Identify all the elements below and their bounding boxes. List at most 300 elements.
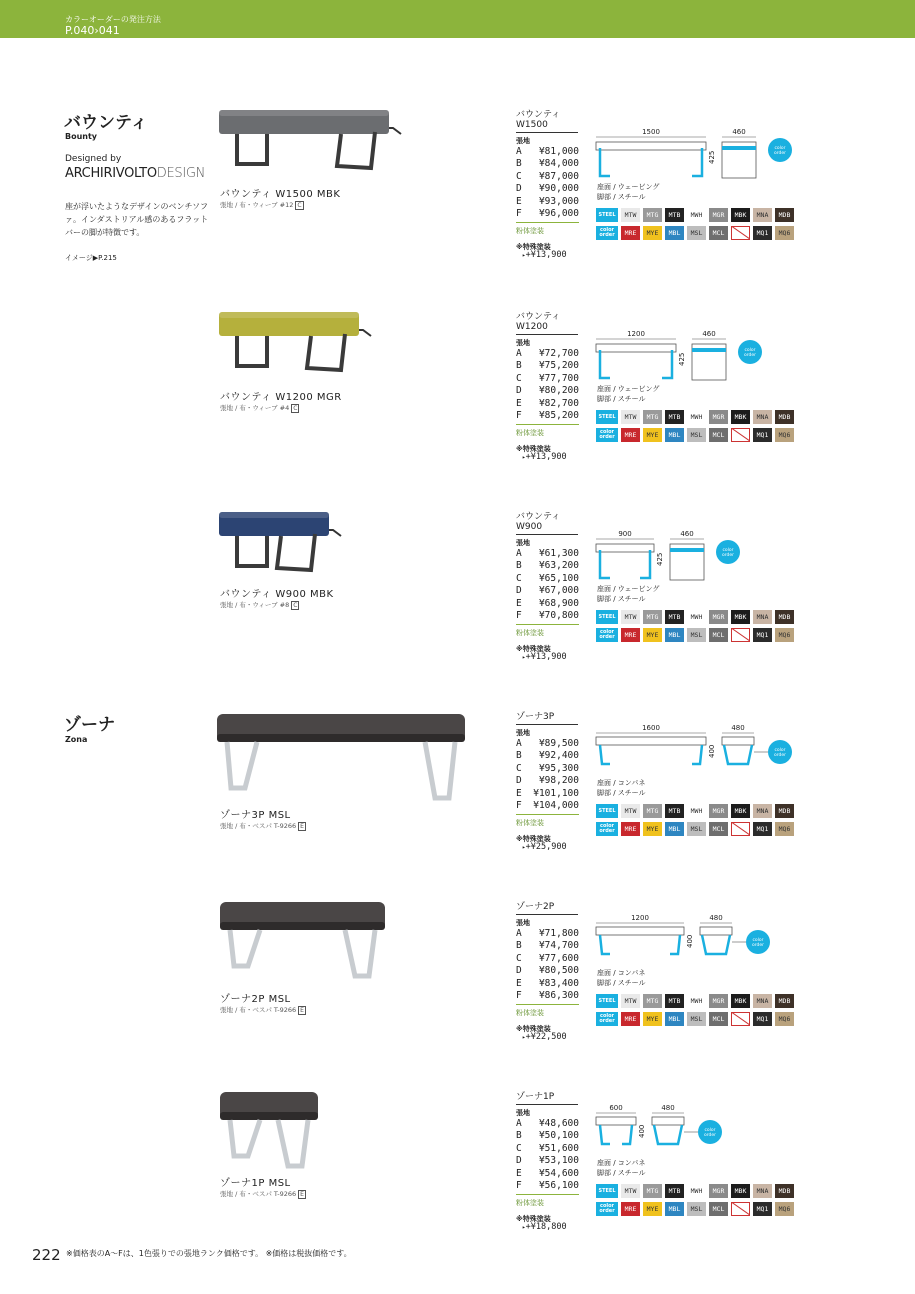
model-name: バウンティ W1500: [516, 110, 578, 133]
color-swatch-mbl[interactable]: MBL: [665, 226, 684, 240]
hari-label: 張地: [516, 137, 530, 145]
price-rank: E: [516, 195, 522, 207]
dim-depth: 460: [732, 128, 746, 136]
color-swatch-mbl[interactable]: MBL: [665, 428, 684, 442]
color-swatch-mbk[interactable]: MBK: [731, 610, 750, 624]
price-row: [516, 158, 579, 170]
swatch-row: [596, 804, 797, 818]
swatch-row-label: color order: [596, 1202, 618, 1216]
color-swatch-mye[interactable]: MYE: [643, 1012, 662, 1026]
leg-material: 脚部 / スチール: [597, 595, 646, 603]
color-swatch-unavailable[interactable]: [731, 1202, 750, 1216]
color-swatch-mtg[interactable]: MTG: [643, 994, 662, 1008]
color-swatch-mcl[interactable]: MCL: [709, 1012, 728, 1026]
color-swatch-mtg[interactable]: MTG: [643, 208, 662, 222]
price-table: [516, 1118, 579, 1192]
swatch-row: [596, 1202, 797, 1216]
powder-coat-label: 粉体塗装: [516, 222, 579, 236]
price-rank: A: [516, 146, 522, 157]
color-swatch-mre[interactable]: MRE: [621, 822, 640, 836]
designer-logo: ARCHIRIVOLTODESIGN: [65, 166, 206, 181]
price-value: ¥61,300: [538, 548, 579, 559]
seat-material: 座面 / コンパネ: [597, 969, 646, 977]
product-caption-name: ゾーナ3P MSL: [220, 810, 291, 821]
price-row: [516, 208, 579, 220]
price-row: [516, 1130, 579, 1142]
price-value: ¥70,800: [538, 609, 579, 621]
price-value: ¥53,100: [538, 1155, 579, 1167]
color-swatch-mq6[interactable]: MQ6: [775, 428, 794, 442]
color-swatch-mcl[interactable]: MCL: [709, 428, 728, 442]
color-swatch-mq1[interactable]: MQ1: [753, 226, 772, 240]
price-rank: F: [516, 207, 522, 219]
color-swatch-mbl[interactable]: MBL: [665, 628, 684, 642]
price-rank: D: [516, 183, 522, 195]
color-swatch-mtw[interactable]: MTW: [621, 208, 640, 222]
leg-material: 脚部 / スチール: [597, 193, 646, 201]
seat-material: 座面 / ウェービング: [597, 385, 660, 393]
dim-width: 900: [618, 530, 632, 538]
color-swatch-mna[interactable]: MNA: [753, 410, 772, 424]
product-spec: [516, 110, 896, 270]
leg-material: 脚部 / スチール: [597, 979, 646, 987]
bounty-description: 座が浮いたようなデザインのベンチソファ。インダストリアル感のあるフラットバーの脚が特徴です。: [65, 202, 209, 237]
color-swatch-mbl[interactable]: MBL: [665, 1012, 684, 1026]
svg-text:order: order: [774, 753, 786, 758]
color-swatch-unavailable[interactable]: [731, 428, 750, 442]
price-row: [516, 1168, 579, 1180]
color-swatches: [596, 610, 797, 646]
price-row: [516, 1180, 579, 1192]
price-rank: D: [516, 775, 522, 787]
product-spec: [516, 902, 896, 1062]
price-rank: E: [516, 597, 522, 609]
diagram-wrap: [594, 126, 794, 186]
price-row: [516, 585, 579, 597]
swatch-row: [596, 1184, 797, 1198]
price-rank: D: [516, 385, 522, 397]
material-spec: [597, 778, 646, 798]
color-swatch-msl[interactable]: MSL: [687, 822, 706, 836]
price-rank: F: [516, 1179, 522, 1191]
color-swatch-mtg[interactable]: MTG: [643, 610, 662, 624]
color-swatch-mbk[interactable]: MBK: [731, 804, 750, 818]
color-swatch-unavailable[interactable]: [731, 226, 750, 240]
price-rank: B: [516, 560, 522, 572]
swatch-row-label: color order: [596, 1012, 618, 1026]
color-swatch-mye[interactable]: MYE: [643, 1202, 662, 1216]
color-swatch-unavailable[interactable]: [731, 1012, 750, 1026]
dimension-diagram: [594, 722, 804, 782]
model-name: ゾーナ1P: [516, 1092, 578, 1105]
color-swatch-mq1[interactable]: MQ1: [753, 428, 772, 442]
special-coat-price: ▸ +¥25,900: [522, 842, 567, 852]
color-swatch-mna[interactable]: MNA: [753, 610, 772, 624]
price-value: ¥75,200: [538, 360, 579, 372]
color-swatch-mgr[interactable]: MGR: [709, 804, 728, 818]
product-photo: [215, 510, 355, 584]
product-photo: [215, 310, 385, 384]
color-swatch-mtg[interactable]: MTG: [643, 410, 662, 424]
color-swatch-mcl[interactable]: MCL: [709, 1202, 728, 1216]
color-swatch-mtg[interactable]: MTG: [643, 1184, 662, 1198]
dim-height: 400: [638, 1124, 646, 1138]
price-rank: A: [516, 348, 522, 359]
price-row: [516, 940, 579, 952]
leg-material: 脚部 / スチール: [597, 1169, 646, 1177]
product-photo-svg: [215, 108, 415, 178]
dim-depth: 460: [702, 330, 716, 338]
model-name: バウンティ W1200: [516, 312, 578, 335]
fabric-rank-badge: C: [293, 602, 298, 609]
price-row: [516, 348, 579, 360]
color-swatch-mre[interactable]: MRE: [621, 428, 640, 442]
price-value: ¥77,600: [538, 952, 579, 964]
price-rank: B: [516, 750, 522, 762]
price-rank: A: [516, 928, 522, 939]
powder-coat-label: 粉体塗装: [516, 1004, 579, 1018]
price-row: [516, 990, 579, 1002]
price-value: ¥54,600: [538, 1167, 579, 1179]
price-rank: F: [516, 799, 522, 811]
price-row: [516, 965, 579, 977]
price-table: [516, 738, 579, 812]
color-swatch-mcl[interactable]: MCL: [709, 226, 728, 240]
price-row: [516, 750, 579, 762]
product-spec: [516, 712, 896, 872]
color-swatch-msl[interactable]: MSL: [687, 1202, 706, 1216]
seat-material: 座面 / コンパネ: [597, 1159, 646, 1167]
color-swatch-mre[interactable]: MRE: [621, 628, 640, 642]
price-value: ¥80,500: [538, 965, 579, 977]
color-swatch-mbk[interactable]: MBK: [731, 994, 750, 1008]
zona-title: ゾーナ: [64, 715, 115, 735]
swatch-row: [596, 628, 797, 642]
price-rank: E: [516, 397, 522, 409]
zona-subtitle: Zona: [65, 735, 88, 744]
color-swatch-mtb[interactable]: MTB: [665, 1184, 684, 1198]
dimension-diagram: [594, 528, 804, 588]
hari-label: 張地: [516, 339, 530, 347]
dim-depth: 480: [731, 724, 745, 732]
swatch-row: [596, 822, 797, 836]
color-swatches: [596, 410, 797, 446]
price-row: [516, 738, 579, 750]
price-rank: C: [516, 372, 522, 384]
product-caption-name: バウンティ W1200 MGR: [220, 392, 342, 403]
color-swatch-mtg[interactable]: MTG: [643, 804, 662, 818]
dim-width: 600: [609, 1104, 623, 1112]
color-swatch-mna[interactable]: MNA: [753, 804, 772, 818]
color-swatch-mwh[interactable]: MWH: [687, 1184, 706, 1198]
color-swatch-mcl[interactable]: MCL: [709, 628, 728, 642]
swatch-row-label: STEEL: [596, 610, 618, 624]
price-footnote: ※価格表のA〜Fは、1色張りでの張地ランク価格です。 ※価格は税抜価格です。: [66, 1249, 352, 1258]
color-swatch-mq1[interactable]: MQ1: [753, 1012, 772, 1026]
color-swatch-mna[interactable]: MNA: [753, 1184, 772, 1198]
product-photo-svg: [215, 900, 392, 980]
price-row: [516, 978, 579, 990]
color-swatches: [596, 208, 797, 244]
price-rank: E: [516, 787, 522, 799]
color-swatch-mbk[interactable]: MBK: [731, 208, 750, 222]
price-value: ¥92,400: [538, 750, 579, 762]
product-caption-name: ゾーナ2P MSL: [220, 994, 291, 1005]
product-caption-material: [220, 821, 306, 831]
price-row: [516, 788, 579, 800]
color-swatch-mye[interactable]: MYE: [643, 628, 662, 642]
price-row: [516, 763, 579, 775]
color-swatch-mq1[interactable]: MQ1: [753, 628, 772, 642]
fabric-rank-badge: C: [297, 202, 302, 209]
price-row: [516, 775, 579, 787]
fabric-rank-badge: E: [300, 823, 304, 830]
product-caption-name: バウンティ W1500 MBK: [220, 189, 341, 200]
price-rank: D: [516, 1155, 522, 1167]
color-swatches: [596, 1184, 797, 1220]
color-swatch-mye[interactable]: MYE: [643, 822, 662, 836]
price-value: ¥82,700: [538, 397, 579, 409]
product-photo-svg: [215, 310, 385, 380]
dim-height: 425: [708, 150, 716, 164]
color-swatch-mq1[interactable]: MQ1: [753, 822, 772, 836]
color-swatch-mgr[interactable]: MGR: [709, 410, 728, 424]
svg-text:order: order: [704, 1133, 716, 1138]
color-swatch-mcl[interactable]: MCL: [709, 822, 728, 836]
header-section-label: カラーオーダーの発注方法: [65, 15, 161, 24]
product-photo: [215, 1090, 325, 1174]
color-swatch-msl[interactable]: MSL: [687, 226, 706, 240]
price-table: [516, 146, 579, 220]
color-swatch-mtw[interactable]: MTW: [621, 804, 640, 818]
color-swatch-mbl[interactable]: MBL: [665, 822, 684, 836]
dim-height: 425: [656, 552, 664, 566]
color-swatch-mwh[interactable]: MWH: [687, 994, 706, 1008]
product-photo: [215, 108, 415, 182]
color-swatch-mq6[interactable]: MQ6: [775, 822, 794, 836]
price-row: [516, 398, 579, 410]
special-coat-label: ※特殊塗装: [516, 835, 551, 844]
price-value: ¥89,500: [538, 738, 579, 749]
material-text: 張地 / 布・ベスパ T-9266: [220, 1190, 297, 1198]
color-swatch-unavailable[interactable]: [731, 822, 750, 836]
material-text: 張地 / 布・ベスパ T-9266: [220, 1006, 297, 1014]
color-swatch-mye[interactable]: MYE: [643, 428, 662, 442]
material-spec: [597, 182, 659, 202]
diagram-wrap: [594, 912, 794, 972]
color-swatch-mbl[interactable]: MBL: [665, 1202, 684, 1216]
price-value: ¥51,600: [538, 1142, 579, 1154]
price-rank: B: [516, 940, 522, 952]
color-swatch-mbk[interactable]: MBK: [731, 410, 750, 424]
color-swatch-unavailable[interactable]: [731, 628, 750, 642]
product-caption-material: [220, 200, 304, 210]
price-value: ¥48,600: [538, 1118, 579, 1129]
price-row: [516, 610, 579, 622]
special-coat-label: ※特殊塗装: [516, 243, 551, 252]
price-rank: A: [516, 738, 522, 749]
powder-coat-label: 粉体塗装: [516, 1194, 579, 1208]
product-caption-name: ゾーナ1P MSL: [220, 1178, 291, 1189]
price-value: ¥85,200: [538, 409, 579, 421]
color-swatch-mre[interactable]: MRE: [621, 1202, 640, 1216]
svg-text:color: color: [774, 748, 786, 753]
color-swatch-mgr[interactable]: MGR: [709, 610, 728, 624]
color-swatch-mdb[interactable]: MDB: [775, 994, 794, 1008]
color-swatch-mtw[interactable]: MTW: [621, 1184, 640, 1198]
price-value: ¥101,100: [533, 787, 579, 799]
color-swatch-mdb[interactable]: MDB: [775, 1184, 794, 1198]
price-value: ¥63,200: [538, 560, 579, 572]
image-page-link[interactable]: イメージ▶P.215: [65, 254, 117, 262]
leg-material: 脚部 / スチール: [597, 395, 646, 403]
swatch-row: [596, 208, 797, 222]
color-swatch-msl[interactable]: MSL: [687, 428, 706, 442]
price-rank: A: [516, 548, 522, 559]
color-swatch-mye[interactable]: MYE: [643, 226, 662, 240]
price-value: ¥104,000: [533, 799, 579, 811]
color-swatch-mq6[interactable]: MQ6: [775, 628, 794, 642]
powder-coat-label: 粉体塗装: [516, 424, 579, 438]
special-coat-label: ※特殊塗装: [516, 645, 551, 654]
color-swatch-mdb[interactable]: MDB: [775, 410, 794, 424]
svg-text:order: order: [744, 353, 756, 358]
color-swatch-mre[interactable]: MRE: [621, 1012, 640, 1026]
price-rank: C: [516, 572, 522, 584]
color-swatch-mgr[interactable]: MGR: [709, 994, 728, 1008]
svg-text:order: order: [722, 553, 734, 558]
price-value: ¥87,000: [538, 170, 579, 182]
color-swatch-mtb[interactable]: MTB: [665, 804, 684, 818]
hari-label: 張地: [516, 919, 530, 927]
material-text: 張地 / 布・ウィーブ #12: [220, 201, 294, 209]
color-swatch-mtb[interactable]: MTB: [665, 410, 684, 424]
dim-height: 400: [686, 934, 694, 948]
price-rank: B: [516, 1130, 522, 1142]
swatch-row-label: color order: [596, 226, 618, 240]
diagram-wrap: [594, 528, 794, 588]
price-rank: E: [516, 977, 522, 989]
svg-text:color: color: [752, 938, 764, 943]
svg-text:color: color: [704, 1128, 716, 1133]
color-swatch-mtw[interactable]: MTW: [621, 610, 640, 624]
price-row: [516, 560, 579, 572]
price-row: [516, 953, 579, 965]
color-swatch-mtb[interactable]: MTB: [665, 610, 684, 624]
color-swatch-msl[interactable]: MSL: [687, 628, 706, 642]
fabric-rank-badge: E: [300, 1191, 304, 1198]
special-coat-price: ▸ +¥22,500: [522, 1032, 567, 1042]
price-rank: F: [516, 409, 522, 421]
color-swatch-mwh[interactable]: MWH: [687, 410, 706, 424]
color-swatches: [596, 994, 797, 1030]
color-swatch-mbk[interactable]: MBK: [731, 1184, 750, 1198]
color-swatch-mwh[interactable]: MWH: [687, 208, 706, 222]
dim-height: 400: [708, 744, 716, 758]
color-swatch-mna[interactable]: MNA: [753, 994, 772, 1008]
special-coat-price: ▸ +¥18,800: [522, 1222, 567, 1232]
seat-material: 座面 / ウェービング: [597, 585, 660, 593]
color-swatch-mre[interactable]: MRE: [621, 226, 640, 240]
dim-width: 1600: [642, 724, 660, 732]
price-value: ¥65,100: [538, 572, 579, 584]
model-name: バウンティ W900: [516, 512, 578, 535]
svg-text:color: color: [744, 348, 756, 353]
bounty-title: バウンティ: [64, 113, 148, 133]
price-value: ¥93,000: [538, 195, 579, 207]
material-spec: [597, 384, 659, 404]
bounty-subtitle: Bounty: [65, 132, 98, 141]
color-swatch-mtw[interactable]: MTW: [621, 994, 640, 1008]
color-swatch-mq6[interactable]: MQ6: [775, 1012, 794, 1026]
color-swatch-mwh[interactable]: MWH: [687, 804, 706, 818]
diagram-wrap: [594, 328, 794, 388]
price-row: [516, 1143, 579, 1155]
color-swatch-mwh[interactable]: MWH: [687, 610, 706, 624]
price-row: [516, 385, 579, 397]
swatch-row: [596, 1012, 797, 1026]
price-value: ¥95,300: [538, 762, 579, 774]
svg-text:color: color: [774, 146, 786, 151]
leg-material: 脚部 / スチール: [597, 789, 646, 797]
material-spec: [597, 968, 646, 988]
color-swatch-mdb[interactable]: MDB: [775, 804, 794, 818]
price-row: [516, 1118, 579, 1130]
swatch-row-label: STEEL: [596, 410, 618, 424]
svg-text:color: color: [722, 548, 734, 553]
dimension-diagram: [594, 328, 804, 388]
price-value: ¥71,800: [538, 928, 579, 939]
price-row: [516, 928, 579, 940]
color-swatch-mtb[interactable]: MTB: [665, 208, 684, 222]
price-rank: D: [516, 585, 522, 597]
special-coat-label: ※特殊塗装: [516, 1215, 551, 1224]
color-swatch-mdb[interactable]: MDB: [775, 610, 794, 624]
price-row: [516, 146, 579, 158]
seat-material: 座面 / コンパネ: [597, 779, 646, 787]
color-swatch-mq6[interactable]: MQ6: [775, 226, 794, 240]
price-value: ¥83,400: [538, 977, 579, 989]
color-swatches: [596, 804, 797, 840]
dim-height: 425: [678, 352, 686, 366]
swatch-row-label: STEEL: [596, 804, 618, 818]
powder-coat-label: 粉体塗装: [516, 814, 579, 828]
price-rank: D: [516, 965, 522, 977]
color-swatch-mtw[interactable]: MTW: [621, 410, 640, 424]
product-photo-svg: [215, 712, 475, 802]
color-swatch-mtb[interactable]: MTB: [665, 994, 684, 1008]
swatch-row-label: color order: [596, 822, 618, 836]
hari-label: 張地: [516, 539, 530, 547]
price-value: ¥96,000: [538, 207, 579, 219]
dimension-diagram: [594, 1102, 804, 1162]
price-rank: A: [516, 1118, 522, 1129]
color-swatch-mgr[interactable]: MGR: [709, 1184, 728, 1198]
material-spec: [597, 1158, 646, 1178]
price-rank: B: [516, 360, 522, 372]
price-rank: F: [516, 989, 522, 1001]
price-value: ¥84,000: [538, 158, 579, 170]
color-swatch-mdb[interactable]: MDB: [775, 208, 794, 222]
color-swatch-mq1[interactable]: MQ1: [753, 1202, 772, 1216]
color-swatch-mna[interactable]: MNA: [753, 208, 772, 222]
color-swatch-msl[interactable]: MSL: [687, 1012, 706, 1026]
color-swatch-mq6[interactable]: MQ6: [775, 1202, 794, 1216]
price-value: ¥77,700: [538, 372, 579, 384]
color-swatch-mgr[interactable]: MGR: [709, 208, 728, 222]
powder-coat-label: 粉体塗装: [516, 624, 579, 638]
hari-label: 張地: [516, 729, 530, 737]
